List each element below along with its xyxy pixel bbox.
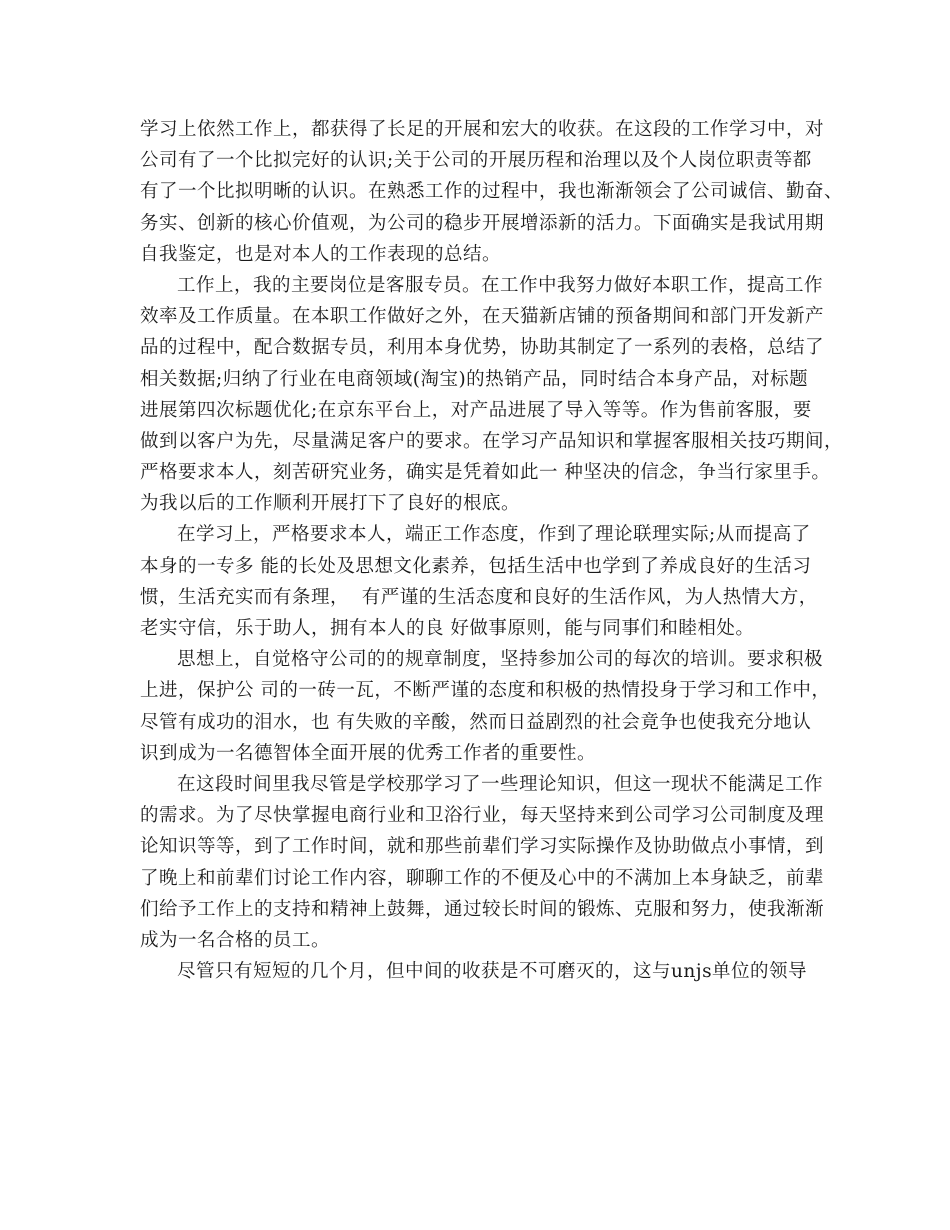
- text-line: 论知识等等，到了工作时间，就和那些前辈们学习实际操作及协助做点小事情，到: [140, 836, 825, 858]
- text-line: 上进，保护公 司的一砖一瓦，不断严谨的态度和积极的热情投身于学习和工作中，: [140, 680, 831, 702]
- text-line: 识到成为一名德智体全面开展的优秀工作者的重要性。: [140, 742, 597, 764]
- text-line: 尽管只有短短的几个月，但中间的收获是不可磨灭的，这与unjs单位的领导: [177, 961, 808, 983]
- text-line: 老实守信，乐于助人，拥有本人的良 好做事原则，能与同事们和睦相处。: [140, 618, 755, 639]
- text-line: 务实、创新的核心价值观，为公司的稳步开展增添新的活力。下面确实是我试用期: [140, 212, 825, 234]
- paragraph-2: [140, 270, 844, 520]
- paragraph-4: [140, 644, 830, 769]
- text-line: 成为一名合格的员工。: [140, 929, 331, 951]
- text-line: 本身的一专多 能的长处及思想文化素养，包括生活中也学到了养成良好的生活习: [140, 555, 812, 577]
- text-line: 相关数据;归纳了行业在电商领域(淘宝)的热销产品，同时结合本身产品，对标题: [140, 368, 809, 390]
- text-line: 工作上，我的主要岗位是客服专员。在工作中我努力做好本职工作，提高工作: [177, 274, 824, 296]
- text-line: 在学习上，严格要求本人，端正工作态度，作到了理论联理实际;从而提高了: [177, 524, 811, 546]
- text-line: 品的过程中，配合数据专员，利用本身优势，协助其制定了一系列的表格，总结了: [140, 337, 825, 359]
- text-line: 的需求。为了尽快掌握电商行业和卫浴行业，每天坚持来到公司学习公司制度及理: [140, 805, 825, 827]
- document-body: [140, 114, 844, 987]
- text-line: 公司有了一个比拟完好的认识;关于公司的开展历程和治理以及个人岗位职责等都: [140, 150, 812, 172]
- text-line: 效率及工作质量。在本职工作做好之外，在天猫新店铺的预备期间和部门开发新产: [140, 306, 825, 328]
- text-line: 学习上依然工作上，都获得了长足的开展和宏大的收获。在这段的工作学习中，对: [140, 119, 825, 140]
- text-line: 了晚上和前辈们讨论工作内容，聊聊工作的不便及心中的不满加上本身缺乏，前辈: [140, 867, 825, 889]
- text-line: 惯，生活充实而有条理， 有严谨的生活态度和良好的生活作风，为人热情大方，: [140, 586, 818, 608]
- text-line: 自我鉴定，也是对本人的工作表现的总结。: [140, 243, 502, 265]
- text-line: 有了一个比拟明晰的认识。在熟悉工作的过程中，我也渐渐领会了公司诚信、勤奋、: [140, 181, 844, 203]
- paragraph-6: [140, 956, 830, 987]
- paragraph-3: [140, 519, 830, 644]
- text-line: 们给予工作上的支持和精神上鼓舞，通过较长时间的锻炼、克服和努力，使我渐渐: [140, 898, 825, 920]
- text-line: 在这段时间里我尽管是学校那学习了一些理论知识，但这一现状不能满足工作: [177, 773, 824, 795]
- text-line: 严格要求本人，刻苦研究业务，确实是凭着如此一 种坚决的信念，争当行家里手。: [140, 462, 831, 484]
- paragraph-1: [140, 114, 844, 270]
- text-line: 进展第四次标题优化;在京东平台上，对产品进展了导入等等。作为售前客服，要: [140, 399, 812, 421]
- text-line: 尽管有成功的泪水，也 有失败的辛酸，然而日益剧烈的社会竟争也使我充分地认: [140, 711, 812, 733]
- paragraph-5: [140, 769, 830, 956]
- text-line: 做到以客户为先，尽量满足客户的要求。在学习产品知识和掌握客服相关技巧期间，: [140, 430, 844, 452]
- text-line: 思想上，自觉格守公司的的规章制度，坚持参加公司的每次的培训。要求积极: [177, 649, 824, 671]
- text-line: 为我以后的工作顺利开展打下了良好的根底。: [140, 493, 521, 515]
